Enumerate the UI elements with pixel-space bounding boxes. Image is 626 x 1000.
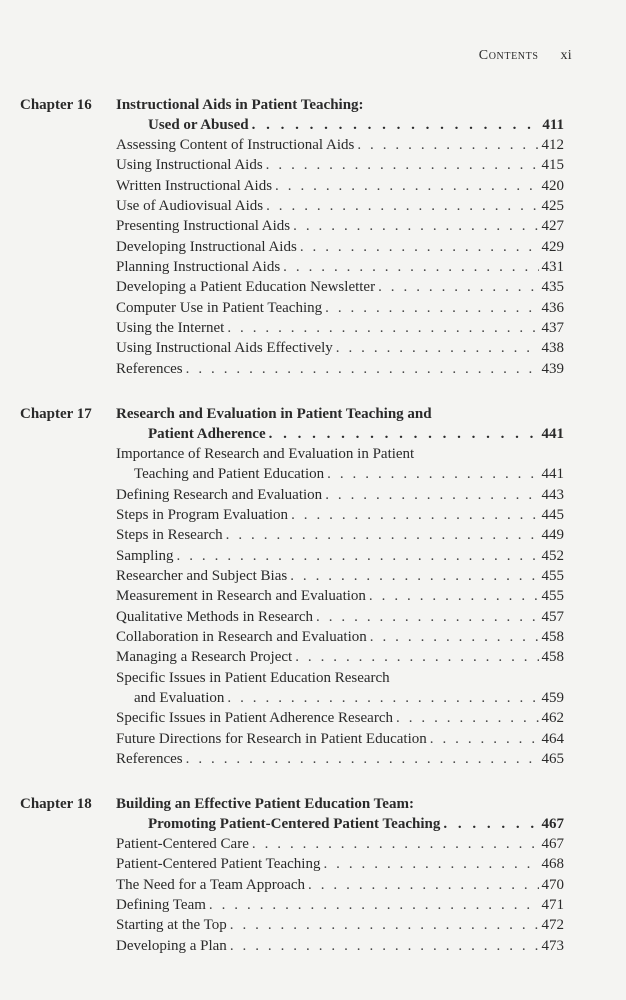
entry-title: Developing a Patient Education Newsletter: [116, 279, 376, 296]
entry-title: Using the Internet: [116, 320, 225, 337]
entry-page: 438: [541, 340, 564, 357]
entry-title: Steps in Research: [116, 527, 223, 544]
entry-title: Developing a Plan: [116, 937, 227, 954]
toc-entry-continuation[interactable]: [0, 464, 626, 484]
toc-entry[interactable]: [0, 875, 626, 895]
chapter-title-row: [0, 404, 626, 424]
entry-title: Future Directions for Research in Patient Education: [116, 730, 427, 747]
toc-entry[interactable]: [0, 525, 626, 545]
dot-leader: [336, 338, 539, 358]
entry-page: 429: [541, 238, 564, 255]
dot-leader: [275, 176, 538, 196]
toc-entry[interactable]: [0, 216, 626, 236]
entry-title: Specific Issues in Patient Education Research: [116, 669, 390, 686]
chapter-title-row-2: [0, 424, 626, 444]
chapter-label: Chapter 17: [20, 406, 92, 422]
dot-leader: [300, 237, 539, 257]
chapter-title: Instructional Aids in Patient Teaching:: [116, 97, 364, 113]
toc-entry[interactable]: [0, 936, 626, 956]
dot-leader: [370, 627, 539, 647]
entry-title: Using Instructional Aids: [116, 157, 263, 174]
dot-leader: [227, 318, 538, 338]
entry-title-cont: and Evaluation: [134, 690, 225, 707]
entry-title: Starting at the Top: [116, 917, 227, 934]
entry-title: Managing a Research Project: [116, 649, 293, 666]
entry-page: 470: [541, 876, 564, 893]
entry-title: Written Instructional Aids: [116, 177, 273, 194]
toc-entry[interactable]: [0, 586, 626, 606]
toc-entry[interactable]: [0, 237, 626, 257]
toc-entry[interactable]: [0, 895, 626, 915]
dot-leader: [396, 708, 539, 728]
page-number: xi: [560, 48, 572, 63]
entry-page: 427: [541, 218, 564, 235]
chapter-title: Building an Effective Patient Education Team:: [116, 796, 414, 812]
entry-page: 435: [541, 279, 564, 296]
toc-entry[interactable]: [0, 505, 626, 525]
dot-leader: [269, 424, 539, 444]
toc-entry[interactable]: [0, 607, 626, 627]
toc-entry[interactable]: [0, 546, 626, 566]
chapter-label: Chapter 16: [20, 97, 92, 113]
entry-title: Defining Team: [116, 897, 206, 914]
dot-leader: [378, 277, 538, 297]
entry-title: Using Instructional Aids Effectively: [116, 340, 333, 357]
entry-page: 452: [541, 547, 564, 564]
toc-entry[interactable]: [0, 359, 626, 379]
entry-page: 455: [541, 568, 564, 585]
toc-entry[interactable]: [0, 257, 626, 277]
toc-entry[interactable]: [0, 485, 626, 505]
toc-entry[interactable]: [0, 627, 626, 647]
entry-page: 445: [541, 507, 564, 524]
toc-entry[interactable]: [0, 277, 626, 297]
entry-title-cont: Teaching and Patient Education: [134, 466, 325, 483]
chapter-title: Research and Evaluation in Patient Teaching and: [116, 406, 432, 422]
entry-page: 467: [541, 836, 564, 852]
entry-title: Computer Use in Patient Teaching: [116, 299, 323, 316]
entry-page: 455: [541, 588, 564, 605]
chapter-title-cont: Promoting Patient-Centered Patient Teaching: [148, 816, 441, 832]
dot-leader: [323, 854, 538, 874]
toc-entry[interactable]: [0, 749, 626, 769]
chapter-page: 411: [542, 117, 564, 133]
toc-entry-continuation[interactable]: [0, 688, 626, 708]
entry-page: 459: [541, 690, 564, 707]
entry-title: Researcher and Subject Bias: [116, 568, 288, 585]
entry-title: Steps in Program Evaluation: [116, 507, 289, 524]
entry-title: The Need for a Team Approach: [116, 876, 306, 893]
dot-leader: [230, 936, 539, 956]
chapter-title-row: [0, 95, 626, 115]
entry-title: Importance of Research and Evaluation in Patient: [116, 446, 415, 462]
toc-entry[interactable]: [0, 729, 626, 749]
dot-leader: [177, 546, 539, 566]
dot-leader: [295, 647, 538, 667]
chapter-title-row-2: [0, 814, 626, 834]
entry-page: 412: [541, 137, 564, 153]
toc-entry[interactable]: [0, 854, 626, 874]
toc-entry[interactable]: [0, 566, 626, 586]
dot-leader: [369, 586, 539, 606]
entry-page: 449: [541, 527, 564, 544]
entry-page: 473: [541, 937, 564, 954]
entry-page: 464: [541, 730, 564, 747]
chapter-17: [0, 404, 626, 770]
entry-title: Collaboration in Research and Evaluation: [116, 629, 367, 646]
dot-leader: [266, 155, 539, 175]
entry-page: 465: [541, 751, 564, 768]
entry-page: 443: [541, 486, 564, 503]
toc-entry[interactable]: [0, 155, 626, 175]
entry-title: Planning Instructional Aids: [116, 259, 281, 276]
entry-title: References: [116, 360, 183, 377]
chapter-page: 467: [541, 816, 564, 832]
toc-entry[interactable]: [0, 135, 626, 155]
dot-leader: [209, 895, 539, 915]
entry-title: Specific Issues in Patient Adherence Research: [116, 710, 393, 727]
dot-leader: [186, 749, 539, 769]
entry-page: 462: [541, 710, 564, 727]
toc-entry[interactable]: [0, 338, 626, 358]
chapter-title-row-2: [0, 115, 626, 135]
entry-page: 468: [541, 856, 564, 873]
dot-leader: [290, 566, 538, 586]
chapter-18: [0, 794, 626, 956]
dot-leader: [291, 505, 538, 525]
dot-leader: [293, 216, 538, 236]
dot-leader: [325, 485, 538, 505]
entry-title: Patient-Centered Patient Teaching: [116, 856, 321, 873]
entry-title: Qualitative Methods in Research: [116, 608, 314, 625]
chapter-title-row: [0, 794, 626, 814]
dot-leader: [357, 135, 538, 155]
entry-title: Presenting Instructional Aids: [116, 218, 291, 235]
entry-title: References: [116, 751, 183, 768]
dot-leader: [443, 814, 538, 834]
entry-title: Defining Research and Evaluation: [116, 486, 323, 503]
entry-page: 439: [541, 360, 564, 377]
chapter-title-cont: Patient Adherence: [148, 426, 266, 442]
entry-page: 431: [541, 259, 564, 276]
toc-entry[interactable]: [0, 176, 626, 196]
dot-leader: [226, 525, 539, 545]
dot-leader: [266, 196, 538, 216]
entry-title: Developing Instructional Aids: [116, 238, 297, 255]
entry-page: 415: [541, 157, 564, 174]
dot-leader: [327, 464, 538, 484]
dot-leader: [283, 257, 538, 277]
chapter-label: Chapter 18: [20, 796, 92, 812]
entry-title: Measurement in Research and Evaluation: [116, 588, 366, 605]
entry-page: 425: [541, 198, 564, 215]
entry-page: 441: [541, 466, 564, 483]
dot-leader: [230, 915, 539, 935]
toc-entry[interactable]: [0, 318, 626, 338]
entry-page: 471: [541, 897, 564, 914]
toc-entry[interactable]: [0, 298, 626, 318]
entry-title: Sampling: [116, 547, 174, 564]
dot-leader: [325, 298, 538, 318]
dot-leader: [308, 875, 538, 895]
running-head-title: Contents: [478, 48, 539, 63]
entry-page: 420: [541, 177, 564, 194]
entry-page: 436: [541, 299, 564, 316]
entry-title: Assessing Content of Instructional Aids: [116, 137, 355, 153]
toc-entry[interactable]: [0, 915, 626, 935]
running-head: [0, 48, 572, 64]
toc-entry[interactable]: [0, 196, 626, 216]
entry-page: 457: [541, 608, 564, 625]
dot-leader: [227, 688, 538, 708]
dot-leader: [430, 729, 539, 749]
dot-leader: [316, 607, 538, 627]
toc-entry[interactable]: [0, 647, 626, 667]
chapter-title-cont: Used or Abused: [148, 117, 249, 133]
toc-entry[interactable]: [0, 668, 626, 688]
chapter-16: [0, 95, 626, 379]
entry-title: Use of Audiovisual Aids: [116, 198, 264, 215]
toc-entry[interactable]: [0, 834, 626, 854]
toc-entry[interactable]: [0, 708, 626, 728]
toc-entry[interactable]: [0, 444, 626, 464]
chapter-page: 441: [541, 426, 564, 442]
entry-title: Patient-Centered Care: [116, 836, 249, 852]
entry-page: 437: [541, 320, 564, 337]
entry-page: 472: [541, 917, 564, 934]
entry-page: 458: [541, 649, 564, 666]
dot-leader: [186, 359, 539, 379]
dot-leader: [252, 115, 540, 135]
dot-leader: [252, 834, 539, 854]
entry-page: 458: [541, 629, 564, 646]
